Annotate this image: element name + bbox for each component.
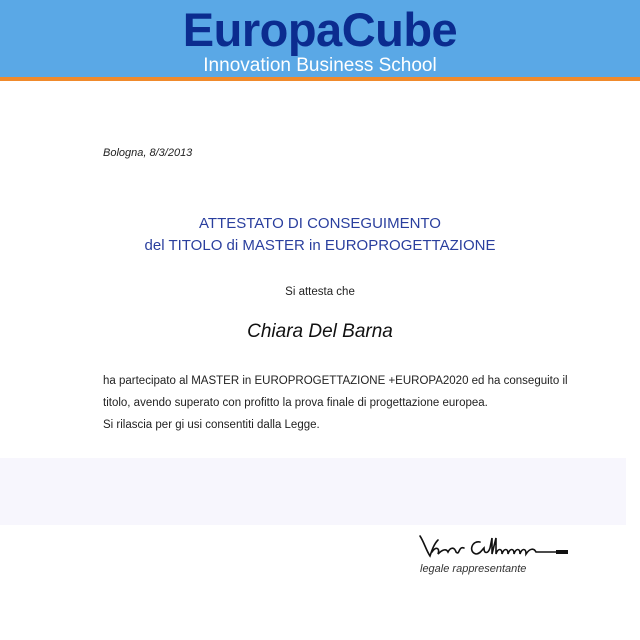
brand-tagline: Innovation Business School <box>203 55 437 76</box>
certificate-title-line2: del TITOLO di MASTER in EUROPROGETTAZIONE <box>144 237 496 254</box>
brand-logo-text: EuropaCube <box>182 3 458 56</box>
certificate-closing: Si rilascia per gi usi consentiti dalla Legge. <box>103 419 320 431</box>
signature-icon <box>418 532 578 562</box>
document-date: Bologna, 8/3/2013 <box>103 147 193 159</box>
certificate-title-line1: ATTESTATO DI CONSEGUIMENTO <box>199 215 441 232</box>
certificate-title <box>0 213 640 257</box>
certificate-body <box>103 370 573 436</box>
recipient-name: Chiara Del Barna <box>247 321 393 342</box>
letterhead <box>0 0 640 77</box>
background-band <box>0 458 626 525</box>
accent-divider <box>0 77 640 81</box>
certificate-paragraph: ha partecipato al MASTER in EUROPROGETTAZIONE +EUROPA2020 ed ha conseguito il titolo, avendo superato con profitto la prova finale di progettazione europea. <box>103 375 568 409</box>
attestation-intro: Si attesta che <box>285 286 355 298</box>
signature-label: legale rappresentante <box>420 563 527 575</box>
